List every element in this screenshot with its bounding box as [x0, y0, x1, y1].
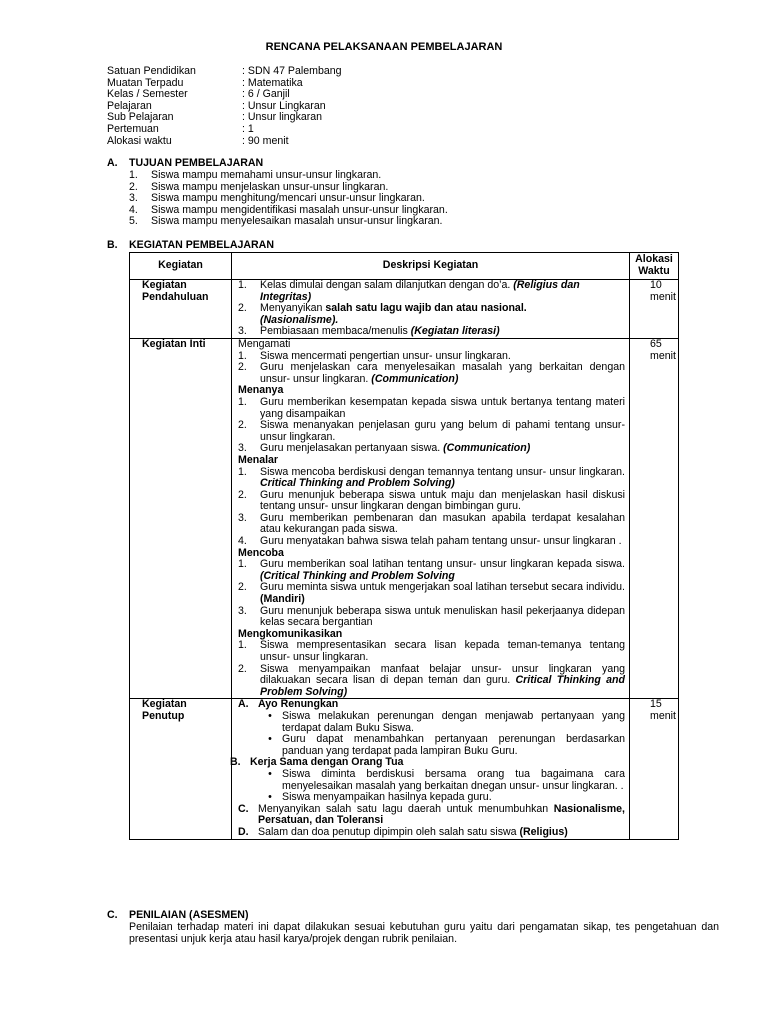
item-number: 3.: [238, 511, 247, 524]
list-item: [238, 606, 625, 629]
activity-time: 65 menit: [630, 338, 679, 698]
list-item: [238, 513, 625, 536]
section-title: KEGIATAN PEMBELAJARAN: [129, 239, 274, 251]
table-row-pendahuluan: [130, 280, 679, 339]
item-number: 2.: [238, 419, 247, 432]
subheading-mengamati: Mengamati: [238, 337, 291, 350]
section-b-heading: [107, 240, 274, 252]
bullet-item: [238, 734, 625, 757]
item-number: 2.: [238, 581, 247, 594]
item-text: Guru memberikan kesempatan kepada siswa untuk bertanya tentang materi yang disampaikan: [260, 395, 625, 420]
info-value: : Matematika: [242, 76, 303, 89]
item-text: Siswa mencermati pengertian unsur- unsur lingkaran.: [260, 349, 511, 362]
item-emphasis: (Communication): [371, 372, 459, 385]
section-title: TUJUAN PEMBELAJARAN: [129, 157, 264, 169]
bullet-icon: •: [268, 791, 272, 804]
info-block: [107, 66, 342, 147]
item-number: 1.: [238, 279, 247, 291]
list-item: [129, 170, 629, 182]
item-number: 1.: [238, 465, 247, 478]
bullet-item: [238, 769, 625, 792]
item-letter: B.: [230, 756, 241, 769]
item-text: Siswa mampu menghitung/mencari unsur-unsur lingkaran.: [151, 192, 425, 205]
objectives-list: [129, 170, 629, 228]
subheading-menalar: Menalar: [238, 453, 279, 466]
item-text: Siswa mampu mengidentifikasi masalah unsur-unsur lingkaran.: [151, 203, 448, 216]
list-item: [238, 582, 625, 605]
subheading-mencoba: Mencoba: [238, 546, 284, 559]
activity-name: Kegiatan Inti: [130, 338, 232, 698]
item-text: Guru menyatakan bahwa siswa telah paham tentang unsur- unsur lingkaran .: [260, 535, 622, 548]
subheading-menanya: Menanya: [238, 384, 284, 397]
item-text: Menyanyikan: [260, 302, 326, 315]
info-label: Muatan Terpadu: [107, 76, 184, 89]
item-number: 2.: [238, 361, 247, 374]
item-number: 3.: [238, 442, 247, 455]
item-text: Guru meminta siswa untuk mengerjakan soal latihan tersebut secara individu.: [260, 581, 625, 594]
item-title: Kerja Sama dengan Orang Tua: [250, 756, 404, 769]
item-emphasis: (Critical Thinking and Problem Solving: [260, 569, 455, 582]
item-emphasis: (Nasionalisme).: [260, 313, 339, 326]
info-value: : SDN 47 Palembang: [242, 65, 342, 77]
bullet-text: Siswa diminta berdiskusi bersama orang tua bagaimana cara menyelesaikan masalah yang berkaitan dnegan unsur- unsur lingkaran. .: [282, 767, 625, 792]
info-label: Alokasi waktu: [107, 134, 172, 147]
item-bold: (Mandiri): [260, 593, 305, 606]
item-number: 3.: [238, 325, 247, 338]
item-text: Guru menunjuk beberapa siswa untuk maju dan menjelaskan hasil diskusi tentang unsur- unsur lingkaran dengan bimbingan guru.: [260, 488, 625, 513]
item-number: 2.: [238, 488, 247, 501]
item-text: Siswa mampu menjelaskan unsur-unsur lingkaran.: [151, 180, 389, 193]
list-item: [238, 326, 625, 338]
item-bold: (Religius): [519, 825, 568, 838]
list-item: [238, 490, 625, 513]
item-text: Siswa mempresentasikan secara lisan kepada teman-temanya tentang unsur- unsur lingkaran.: [260, 639, 625, 663]
item-emphasis: Critical Thinking and Problem Solving): [260, 477, 455, 490]
section-number: C.: [107, 909, 118, 921]
info-row: [107, 136, 342, 148]
info-label: Satuan Pendidikan: [107, 65, 196, 77]
item-text: Siswa mampu menyelesaikan masalah unsur-unsur lingkaran.: [151, 215, 443, 228]
item-text: Guru memberikan pembenaran dan masukan apabila terdapat kesalahan atau kekurangan pada siswa.: [260, 511, 625, 536]
document-title: RENCANA PELAKSANAAN PEMBELAJARAN: [265, 41, 503, 53]
list-item: [238, 420, 625, 443]
list-item: [238, 362, 625, 385]
activity-time: 15 menit: [630, 699, 679, 839]
activity-description: [232, 338, 630, 698]
item-text: Guru memberikan soal latihan tentang unsur- unsur lingkaran kepada siswa.: [260, 558, 625, 571]
subheading-mengkomunikasikan: Mengkomunikasikan: [238, 627, 343, 640]
item-bold: salah satu lagu wajib dan atau nasional.: [325, 302, 527, 315]
item-number: 1.: [238, 558, 247, 571]
item-number: 2.: [129, 180, 138, 193]
item-text: Kelas dimulai dengan salam dilanjutkan dengan do’a.: [260, 279, 514, 291]
activity-description: [232, 699, 630, 839]
item-number: 1.: [238, 349, 247, 362]
item-emphasis: Critical Thinking and Problem Solving): [260, 674, 625, 698]
info-label: Pertemuan: [107, 122, 159, 135]
list-item: [238, 804, 625, 827]
item-text: Salam dan doa penutup dipimpin oleh salah satu siswa: [258, 825, 520, 838]
item-text: Guru menunjuk beberapa siswa untuk menuliskan hasil pekerjaanya didepan kelas secara bergantian: [260, 604, 625, 629]
activity-name: Kegiatan Pendahuluan: [130, 280, 232, 339]
item-letter: C.: [238, 802, 249, 815]
item-bold: Nasionalisme, Persatuan, dan Toleransi: [258, 802, 625, 827]
activity-description: [232, 280, 630, 339]
bullet-text: Guru dapat menambahkan pertanyaan perenungan berdasarkan panduan yang terdapat pada lampiran Buku Guru.: [282, 733, 625, 757]
info-row: [107, 66, 342, 78]
bullet-text: Siswa melakukan perenungan dengan menjawab pertanyaan yang terdapat dalam Buku Siswa.: [282, 709, 625, 734]
section-a-heading: [107, 158, 263, 170]
list-item: [238, 443, 625, 455]
item-emphasis: (Communication): [443, 442, 531, 455]
section-title: PENILAIAN (ASESMEN): [129, 909, 249, 921]
item-number: 5.: [129, 215, 138, 228]
info-value: : Unsur Lingkaran: [242, 99, 326, 112]
info-label: Kelas / Semester: [107, 88, 188, 101]
section-number: B.: [107, 239, 118, 251]
item-number: 2.: [238, 662, 247, 675]
bullet-icon: •: [268, 767, 272, 780]
info-value: : 1: [242, 122, 254, 135]
item-text: Pembiasaan membaca/menulis: [260, 325, 411, 338]
item-text: Guru menjelasakan pertanyaan siswa.: [260, 442, 444, 455]
list-item: [238, 559, 625, 582]
item-text: Siswa menyampaikan manfaat belajar unsur- unsur lingkaran yang dilakuakan secara lisan di depan teman dan guru.: [260, 662, 625, 687]
item-text: Siswa mampu memahami unsur-unsur lingkaran.: [151, 169, 382, 181]
section-number: A.: [107, 157, 118, 169]
item-title: Ayo Renungkan: [258, 698, 339, 711]
item-number: 1.: [238, 395, 247, 408]
section-c-heading: [107, 910, 248, 922]
bullet-text: Siswa menyampaikan hasilnya kepada guru.: [282, 791, 492, 804]
bullet-icon: •: [268, 733, 272, 746]
item-number: 4.: [129, 203, 138, 216]
info-row: [107, 124, 342, 136]
activity-time: 10 menit: [630, 280, 679, 339]
item-letter: A.: [238, 698, 249, 711]
item-text: Siswa mencoba berdiskusi dengan temannya tentang unsur- unsur lingkaran.: [260, 465, 625, 478]
bullet-item: [238, 711, 625, 734]
item-text: Menyanyikan salah satu lagu daerah untuk menumbuhkan: [258, 802, 554, 815]
item-emphasis: (Religius dan Integritas): [260, 279, 580, 303]
item-emphasis: (Kegiatan literasi): [410, 325, 500, 338]
item-number: 4.: [238, 535, 247, 548]
info-value: : 90 menit: [242, 134, 289, 147]
list-item: [238, 397, 625, 420]
table-header-row: [130, 253, 679, 280]
activity-name: Kegiatan Penutup: [130, 699, 232, 839]
item-text: Guru menjelaskan cara menyelesaikan masalah yang berkaitan dengan unsur- unsur lingkaran.: [260, 361, 625, 385]
list-item: [238, 280, 625, 303]
info-value: : 6 / Ganjil: [242, 88, 290, 101]
item-number: 1.: [238, 639, 247, 652]
table-row-inti: [130, 338, 679, 698]
info-label: Pelajaran: [107, 99, 152, 112]
list-item: [129, 216, 629, 228]
item-letter: D.: [238, 825, 249, 838]
list-item: [238, 303, 625, 326]
list-item: [238, 640, 625, 663]
info-value: : Unsur lingkaran: [242, 111, 323, 124]
item-text: Siswa menanyakan penjelasan guru yang belum di pahami tentang unsur- unsur lingkaran.: [260, 419, 625, 443]
list-item: [238, 827, 625, 839]
assessment-text: Penilaian terhadap materi ini dapat dilakukan sesuai kebutuhan guru yaitu dari pengamatan sikap, tes pengetahuan dan presentasi unjuk kerja atau hasil karya/projek dengan rubrik penilaian.: [129, 921, 719, 945]
info-label: Sub Pelajaran: [107, 111, 174, 124]
list-item: [238, 664, 625, 699]
item-number: 3.: [129, 192, 138, 205]
list-item: [238, 536, 625, 548]
item-number: 1.: [129, 169, 138, 181]
list-item: [238, 467, 625, 490]
header-alokasi: Alokasi Waktu: [630, 253, 679, 280]
bullet-icon: •: [268, 709, 272, 722]
header-deskripsi: Deskripsi Kegiatan: [232, 253, 630, 280]
table-row-penutup: [130, 699, 679, 839]
header-kegiatan: Kegiatan: [130, 253, 232, 280]
item-number: 2.: [238, 302, 247, 315]
activities-table: [129, 252, 679, 840]
item-number: 3.: [238, 604, 247, 617]
